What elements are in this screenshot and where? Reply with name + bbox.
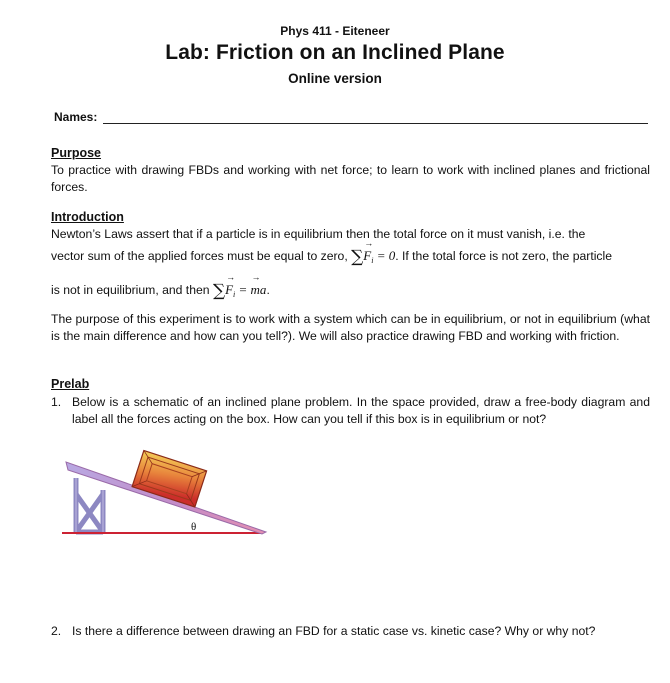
newton-second-law-rhs: → ma — [251, 282, 267, 298]
support-frame — [76, 478, 103, 532]
purpose-text: To practice with drawing FBDs and working with net force; to learn to work with inclined planes and frictional forces. — [51, 163, 650, 194]
inclined-plane-diagram — [58, 448, 270, 538]
newton-second-law-equation: ∑→ $F_i$ = → ma — [213, 282, 267, 297]
introduction-paragraph-2: The purpose of this experiment is to work with a system which can be in equilibrium, or not in equilibrium (what is the main difference and how can you tell?). We will also practice drawing FBD and working with friction. — [51, 312, 650, 343]
names-label: Names: — [54, 110, 98, 124]
question-number: 2. — [51, 624, 62, 638]
purpose-heading: Purpose — [51, 146, 102, 160]
introduction-line-2-text: vector sum of the applied forces must be equal to zero, — [51, 249, 348, 263]
introduction-line-3-tail: . — [266, 283, 270, 297]
question-text: Is there a difference between drawing an FBD for a static case vs. kinetic case? Why or why not? — [72, 624, 596, 638]
question-text: Below is a schematic of an inclined plane problem. In the space provided, draw a free-body diagram and label all the forces acting on the box. How can you tell if this box is in equilibrium or not? — [72, 395, 650, 426]
equilibrium-equation: ∑→ $F_i = 0$ — [351, 248, 395, 263]
prelab-question-2 — [51, 624, 650, 638]
page-title: Lab: Friction on an Inclined Plane — [165, 41, 505, 64]
introduction-line-3-text: is not in equilibrium, and then — [51, 283, 210, 297]
prelab-question-1 — [51, 394, 650, 428]
angle-theta-label: θ — [191, 521, 197, 533]
introduction-line-3 — [51, 281, 270, 301]
course-label: Phys 411 - Eiteneer — [280, 24, 390, 38]
equilibrium-equation-rhs: = 0 — [373, 248, 396, 263]
names-input-line[interactable] — [103, 123, 648, 124]
introduction-line-2 — [51, 247, 650, 267]
introduction-heading: Introduction — [51, 210, 124, 224]
page-subtitle: Online version — [288, 71, 382, 86]
box — [132, 450, 207, 507]
introduction-line-1: Newton’s Laws assert that if a particle is in equilibrium then the total force on it must vanish, i.e. the — [51, 227, 586, 241]
prelab-heading: Prelab — [51, 377, 90, 391]
introduction-line-2-tail: . If the total force is not zero, the particle — [395, 249, 613, 263]
question-number: 1. — [51, 395, 62, 409]
